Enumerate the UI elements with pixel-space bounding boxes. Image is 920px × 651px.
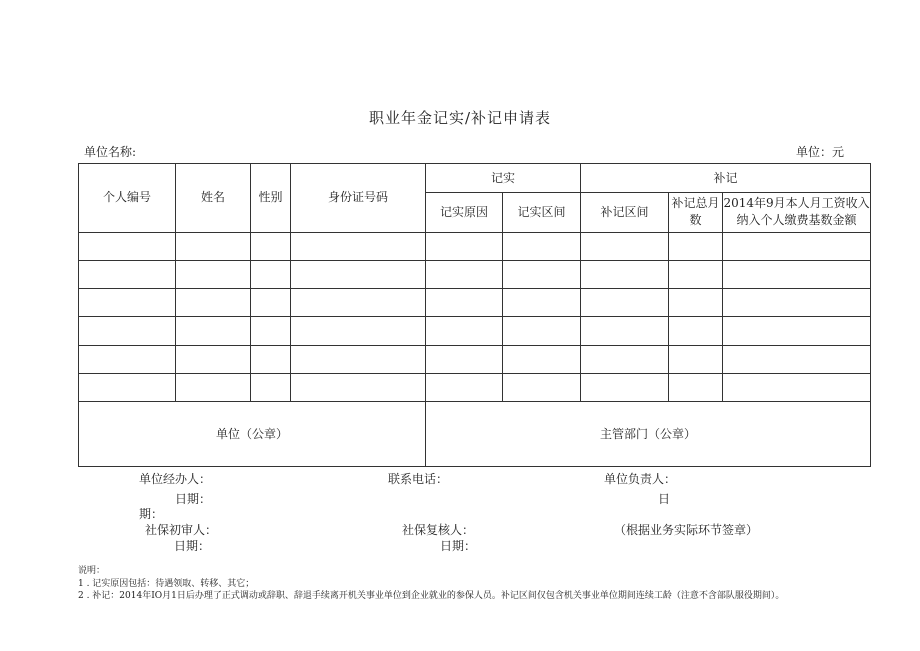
- table-cell[interactable]: [251, 373, 291, 401]
- table-cell[interactable]: [669, 289, 723, 317]
- table-row: [79, 373, 871, 401]
- initial-review-label: 社保初审人：: [145, 523, 218, 537]
- table-cell[interactable]: [176, 373, 251, 401]
- col-header-idcard: 身份证号码: [291, 164, 426, 233]
- table-cell[interactable]: [291, 317, 426, 345]
- table-cell[interactable]: [669, 373, 723, 401]
- table-cell[interactable]: [426, 260, 503, 288]
- col-header-supp-period: 补记区间: [581, 193, 669, 232]
- table-cell[interactable]: [503, 317, 581, 345]
- col-header-supp-base: 2014年9月本人月工资收入纳入个人缴费基数金额: [723, 193, 871, 232]
- table-cell[interactable]: [723, 317, 871, 345]
- table-row: [79, 317, 871, 345]
- table-cell[interactable]: [251, 345, 291, 373]
- table-cell[interactable]: [723, 289, 871, 317]
- application-table: [78, 163, 871, 467]
- page-title: 职业年金记实/补记申请表: [368, 109, 552, 127]
- table-cell[interactable]: [581, 373, 669, 401]
- table-cell[interactable]: [79, 289, 176, 317]
- notes-section: [78, 565, 784, 603]
- group-header-supplement: 补记: [581, 164, 871, 193]
- group-header-record: 记实: [426, 164, 581, 193]
- table-cell[interactable]: [669, 345, 723, 373]
- table-cell[interactable]: [581, 260, 669, 288]
- notes-heading: 说明：: [78, 566, 106, 576]
- unit-seal-cell: 单位（公章）: [79, 402, 426, 467]
- currency-label: 单位：元: [796, 145, 845, 159]
- table-cell[interactable]: [251, 317, 291, 345]
- table-cell[interactable]: [291, 289, 426, 317]
- table-cell[interactable]: [723, 373, 871, 401]
- initial-review-date-label: 日期：: [174, 539, 211, 553]
- table-cell[interactable]: [581, 345, 669, 373]
- table-cell[interactable]: [669, 232, 723, 260]
- table-cell[interactable]: [79, 345, 176, 373]
- date-wrap-label: 期：: [139, 507, 164, 521]
- table-cell[interactable]: [251, 232, 291, 260]
- table-cell[interactable]: [291, 232, 426, 260]
- table-row: [79, 232, 871, 260]
- table-cell[interactable]: [426, 345, 503, 373]
- table-cell[interactable]: [581, 232, 669, 260]
- table-cell[interactable]: [426, 289, 503, 317]
- table-cell[interactable]: [426, 232, 503, 260]
- table-cell[interactable]: [669, 317, 723, 345]
- note-item: 1 . 记实原因包括：待遇领取、转移、其它；: [78, 578, 255, 589]
- col-header-name: 姓名: [176, 164, 251, 233]
- table-cell[interactable]: [291, 345, 426, 373]
- unit-name-label: 单位名称:: [84, 145, 137, 159]
- table-cell[interactable]: [503, 373, 581, 401]
- dept-seal-cell: 主管部门（公章）: [426, 402, 871, 467]
- responsible-label: 单位负责人：: [604, 472, 677, 486]
- table-cell[interactable]: [503, 232, 581, 260]
- table-cell[interactable]: [176, 345, 251, 373]
- re-review-date-label: 日期：: [440, 539, 477, 553]
- table-cell[interactable]: [176, 289, 251, 317]
- table-cell[interactable]: [503, 260, 581, 288]
- table-cell[interactable]: [503, 289, 581, 317]
- date-label: 日期：: [175, 492, 212, 506]
- table-cell[interactable]: [79, 317, 176, 345]
- table-cell[interactable]: [251, 289, 291, 317]
- sign-note: （根据业务实际环节签章）: [614, 523, 759, 537]
- handler-label: 单位经办人：: [139, 472, 212, 486]
- table-cell[interactable]: [291, 260, 426, 288]
- table-row: [79, 289, 871, 317]
- note-item: 2 . 补记：2014年IO月1日后办理了正式调动或辞职、辞退手续离开机关事业单位到企业就业的参保人员。补记区间仅包含机关事业单位期间连续工龄（注意不含部队服役期间）。: [78, 591, 785, 601]
- table-cell[interactable]: [669, 260, 723, 288]
- table-cell[interactable]: [79, 232, 176, 260]
- table-cell[interactable]: [426, 317, 503, 345]
- table-cell[interactable]: [251, 260, 291, 288]
- phone-label: 联系电话：: [388, 472, 449, 486]
- col-header-id: 个人编号: [79, 164, 176, 233]
- table-cell[interactable]: [581, 289, 669, 317]
- col-header-supp-months: 补记总月数: [669, 193, 723, 232]
- table-cell[interactable]: [79, 260, 176, 288]
- table-cell[interactable]: [79, 373, 176, 401]
- table-cell[interactable]: [426, 373, 503, 401]
- table-cell[interactable]: [291, 373, 426, 401]
- table-cell[interactable]: [176, 317, 251, 345]
- table-cell[interactable]: [581, 317, 669, 345]
- col-header-record-reason: 记实原因: [426, 193, 503, 232]
- table-row: [79, 345, 871, 373]
- table-row: [79, 260, 871, 288]
- table-cell[interactable]: [723, 260, 871, 288]
- table-cell[interactable]: [176, 232, 251, 260]
- table-cell[interactable]: [503, 345, 581, 373]
- col-header-gender: 性别: [251, 164, 291, 233]
- re-review-label: 社保复核人：: [402, 523, 475, 537]
- table-cell[interactable]: [176, 260, 251, 288]
- table-cell[interactable]: [723, 232, 871, 260]
- table-cell[interactable]: [723, 345, 871, 373]
- date-char-label: 日: [658, 492, 671, 506]
- col-header-record-period: 记实区间: [503, 193, 581, 232]
